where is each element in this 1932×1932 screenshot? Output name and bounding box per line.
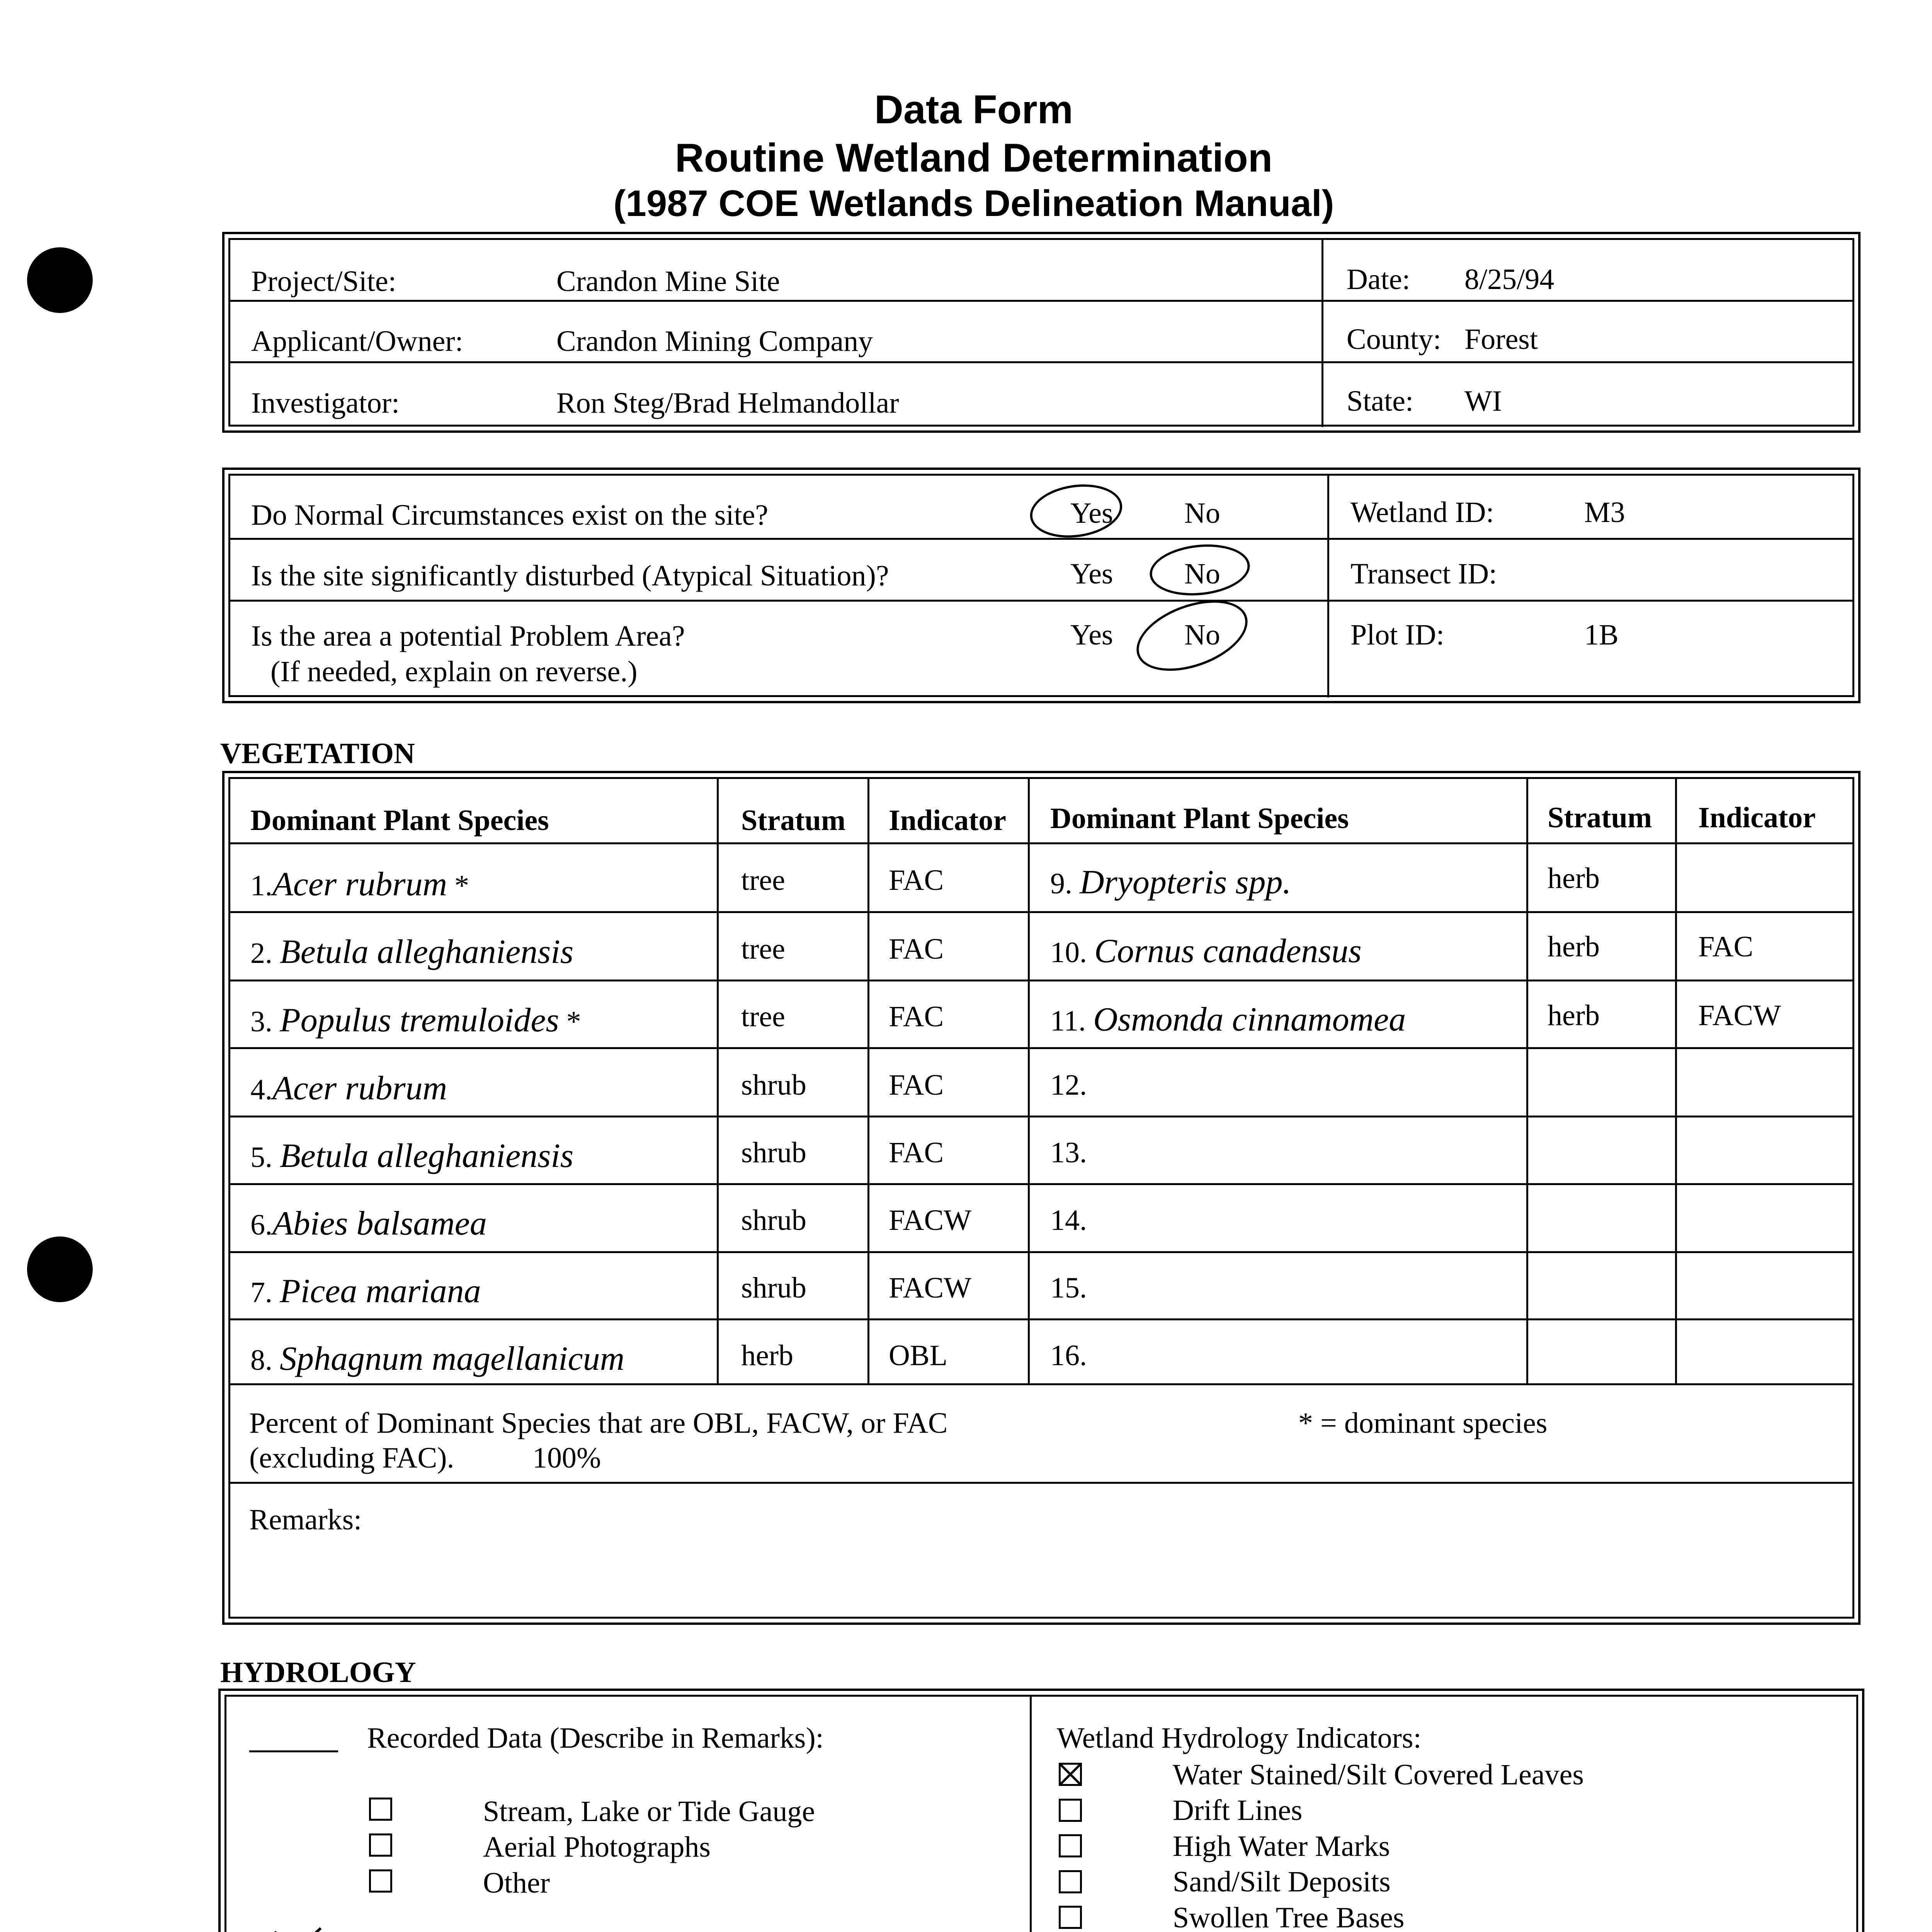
table-row: 1.Acer rubrum *: [250, 866, 469, 903]
checkbox-swollen-tree-bases[interactable]: [1059, 1906, 1082, 1929]
table-row: 3. Populus tremuloides *: [250, 1002, 581, 1039]
county-label: County:: [1347, 323, 1441, 355]
col-header-indicator-left: Indicator: [889, 804, 1006, 837]
indicator-cell: FAC: [889, 1136, 944, 1169]
investigator-value[interactable]: Ron Steg/Brad Helmandollar: [556, 387, 899, 419]
percent-dominant-label: Percent of Dominant Species that are OBL, FACW, or FAC: [249, 1407, 948, 1439]
indicator-swollen-tree-bases: Swollen Tree Bases: [1173, 1901, 1405, 1932]
vegetation-remarks-label: Remarks:: [249, 1503, 362, 1536]
species-name: Populus tremuloides: [280, 1002, 559, 1039]
percent-dominant-label-2: (excluding FAC).: [249, 1442, 454, 1474]
answer-yes-1[interactable]: Yes: [1070, 497, 1113, 529]
indicator-sand-silt-deposits: Sand/Silt Deposits: [1173, 1866, 1391, 1898]
species-name: Abies balsamea: [272, 1205, 487, 1242]
species-name: Osmonda cinnamomea: [1093, 1001, 1406, 1038]
stratum-cell: tree: [741, 933, 785, 965]
answer-yes-2[interactable]: Yes: [1070, 558, 1113, 590]
checkbox-stream-gauge[interactable]: [369, 1798, 392, 1821]
x-mark-icon: [270, 1926, 332, 1932]
stratum-cell: tree: [741, 1000, 785, 1033]
checkbox-aerial-photographs[interactable]: [369, 1833, 392, 1857]
plot-id-label: Plot ID:: [1350, 619, 1444, 651]
species-name: Picea mariana: [280, 1272, 481, 1310]
question-atypical-situation: Is the site significantly disturbed (Atypical Situation)?: [251, 560, 889, 592]
indicator-cell: FAC: [889, 1069, 944, 1101]
table-row: 11. Osmonda cinnamomea: [1050, 1001, 1406, 1038]
right-row-13-number: 13.: [1050, 1136, 1087, 1169]
question-normal-circumstances: Do Normal Circumstances exist on the site?: [251, 499, 769, 531]
checkbox-water-stained-leaves[interactable]: [1059, 1763, 1082, 1786]
date-label: Date:: [1347, 263, 1410, 296]
transect-id-label: Transect ID:: [1350, 558, 1497, 590]
answer-yes-3[interactable]: Yes: [1070, 619, 1113, 651]
applicant-owner-value[interactable]: Crandon Mining Company: [556, 325, 873, 357]
indicator-drift-lines: Drift Lines: [1173, 1794, 1303, 1827]
table-row: 2. Betula alleghaniensis: [250, 933, 574, 971]
project-site-value[interactable]: Crandon Mine Site: [556, 265, 780, 298]
wetland-hydrology-indicators-label: Wetland Hydrology Indicators:: [1057, 1722, 1422, 1754]
dominant-marker: *: [566, 1005, 581, 1038]
plot-id-value[interactable]: 1B: [1584, 619, 1619, 651]
wetland-id-label: Wetland ID:: [1350, 496, 1494, 529]
table-row: 9. Dryopteris spp.: [1050, 864, 1291, 901]
checkbox-drift-lines[interactable]: [1059, 1799, 1082, 1822]
species-name: Betula alleghaniensis: [280, 933, 574, 971]
option-other: Other: [483, 1867, 550, 1899]
checkbox-sand-silt-deposits[interactable]: [1059, 1870, 1082, 1893]
checkbox-other[interactable]: [369, 1869, 392, 1893]
punch-hole-middle: [27, 1236, 93, 1302]
indicator-cell: FACW: [889, 1204, 971, 1236]
stratum-cell: herb: [1548, 862, 1600, 895]
investigator-label: Investigator:: [251, 387, 400, 419]
form-subtitle: Routine Wetland Determination: [675, 136, 1273, 180]
state-label: State:: [1347, 385, 1414, 417]
question-problem-area-note: (If needed, explain on reverse.): [270, 655, 638, 688]
species-name: Sphagnum magellanicum: [280, 1340, 625, 1378]
col-header-species-right: Dominant Plant Species: [1050, 802, 1349, 835]
dominant-species-note: * = dominant species: [1298, 1407, 1548, 1439]
right-row-15-number: 15.: [1050, 1272, 1087, 1304]
indicator-cell: FACW: [889, 1272, 971, 1304]
species-name: Dryopteris spp.: [1080, 864, 1291, 901]
answer-no-1[interactable]: No: [1184, 497, 1220, 529]
right-row-12-number: 12.: [1050, 1069, 1087, 1101]
col-header-indicator-right: Indicator: [1698, 801, 1816, 834]
state-value[interactable]: WI: [1464, 385, 1502, 417]
indicator-high-water-marks: High Water Marks: [1173, 1830, 1390, 1862]
species-name: Acer rubrum: [272, 1070, 447, 1107]
stratum-cell: herb: [1548, 930, 1600, 963]
col-header-stratum-right: Stratum: [1548, 801, 1652, 834]
form-title: Data Form: [874, 87, 1073, 132]
table-row: 4.Acer rubrum: [250, 1070, 447, 1107]
table-row: 8. Sphagnum magellanicum: [250, 1340, 625, 1378]
percent-dominant-value[interactable]: 100%: [532, 1442, 601, 1474]
stratum-cell: shrub: [741, 1204, 806, 1236]
stratum-cell: shrub: [741, 1272, 806, 1304]
stratum-cell: shrub: [741, 1069, 806, 1101]
indicator-cell: FACW: [1698, 999, 1781, 1032]
species-name: Cornus canadensus: [1094, 932, 1362, 970]
indicator-cell: FAC: [1698, 930, 1753, 963]
col-header-species-left: Dominant Plant Species: [250, 804, 549, 837]
stratum-cell: shrub: [741, 1136, 806, 1169]
indicator-cell: FAC: [889, 933, 944, 965]
species-name: Betula alleghaniensis: [280, 1137, 574, 1175]
option-stream-gauge: Stream, Lake or Tide Gauge: [483, 1795, 815, 1828]
indicator-cell: OBL: [889, 1339, 947, 1372]
option-aerial-photographs: Aerial Photographs: [483, 1831, 711, 1863]
answer-no-2[interactable]: No: [1184, 558, 1220, 590]
table-row: 6.Abies balsamea: [250, 1205, 487, 1242]
right-row-16-number: 16.: [1050, 1339, 1087, 1372]
indicator-cell: FAC: [889, 864, 944, 896]
table-row: 7. Picea mariana: [250, 1272, 481, 1310]
vegetation-section-label: VEGETATION: [220, 737, 415, 770]
recorded-data-label: Recorded Data (Describe in Remarks):: [367, 1722, 824, 1754]
stratum-cell: tree: [741, 864, 785, 896]
checkbox-high-water-marks[interactable]: [1059, 1834, 1082, 1857]
stratum-cell: herb: [741, 1339, 794, 1372]
dominant-marker: *: [454, 869, 469, 902]
answer-no-3[interactable]: No: [1184, 619, 1220, 651]
indicator-cell: FAC: [889, 1000, 944, 1033]
stratum-cell: herb: [1548, 999, 1600, 1032]
punch-hole-top: [27, 247, 93, 313]
table-row: 10. Cornus canadensus: [1050, 932, 1362, 970]
applicant-owner-label: Applicant/Owner:: [251, 325, 463, 357]
project-site-label: Project/Site:: [251, 265, 396, 298]
wetland-id-value[interactable]: M3: [1584, 496, 1625, 529]
recorded-data-blank[interactable]: [249, 1750, 338, 1752]
county-value[interactable]: Forest: [1464, 323, 1538, 355]
question-problem-area: Is the area a potential Problem Area?: [251, 620, 685, 652]
hydrology-section-label: HYDROLOGY: [220, 1656, 416, 1689]
form-manual-reference: (1987 COE Wetlands Delineation Manual): [613, 183, 1334, 224]
table-row: 5. Betula alleghaniensis: [250, 1137, 574, 1175]
species-name: Acer rubrum: [272, 866, 447, 903]
right-row-14-number: 14.: [1050, 1204, 1087, 1236]
indicator-water-stained-leaves: Water Stained/Silt Covered Leaves: [1173, 1759, 1584, 1791]
col-header-stratum-left: Stratum: [741, 804, 846, 837]
header-box: [222, 232, 1861, 433]
date-value[interactable]: 8/25/94: [1464, 263, 1554, 296]
